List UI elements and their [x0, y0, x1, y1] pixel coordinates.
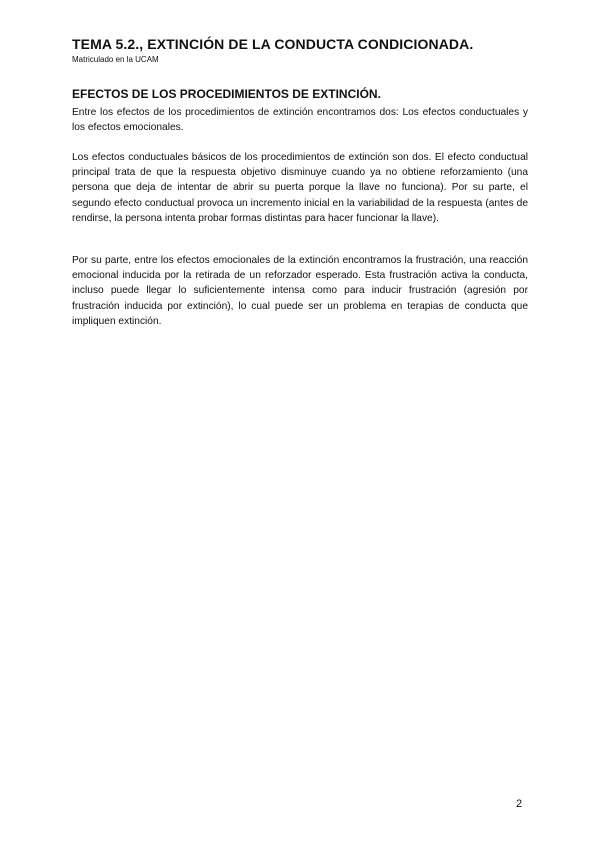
paragraph-intro: Entre los efectos de los procedimientos de extinción encontramos dos: Los efectos conductuales y los efectos emocionales.	[72, 107, 528, 134]
document-subtitle: Matriculado en la UCAM	[72, 55, 159, 64]
section-heading: EFECTOS DE LOS PROCEDIMIENTOS DE EXTINCIÓN.	[72, 87, 381, 101]
document-title: TEMA 5.2., EXTINCIÓN DE LA CONDUCTA CONDICIONADA.	[72, 36, 474, 52]
page-number: 2	[516, 798, 523, 810]
paragraph-emotional-effects: Por su parte, entre los efectos emocionales de la extinción encontramos la frustración, una reacción emocional inducida por la retirada de un reforzador esperado. Esta frustración activa la conducta, incluso puede llegar lo suficientemente intensa como para inducir frustración (agresión por frustración inducida por extinción), lo cual puede ser un problema en terapias de conducta que impliquen extinción.	[72, 255, 528, 327]
paragraph-behavioral-effects: Los efectos conductuales básicos de los procedimientos de extinción son dos. El efecto conductual principal trata de que la respuesta objetivo disminuye cuando ya no obtiene reforzamiento (una persona que deja de intentar de abrir su puerta porque la llave no funciona). Por su parte, el segundo efecto conductual provoca un incremento inicial en la variabilidad de la respuesta (antes de rendirse, la persona intenta probar formas distintas para hacer funcionar la llave).	[72, 152, 528, 224]
